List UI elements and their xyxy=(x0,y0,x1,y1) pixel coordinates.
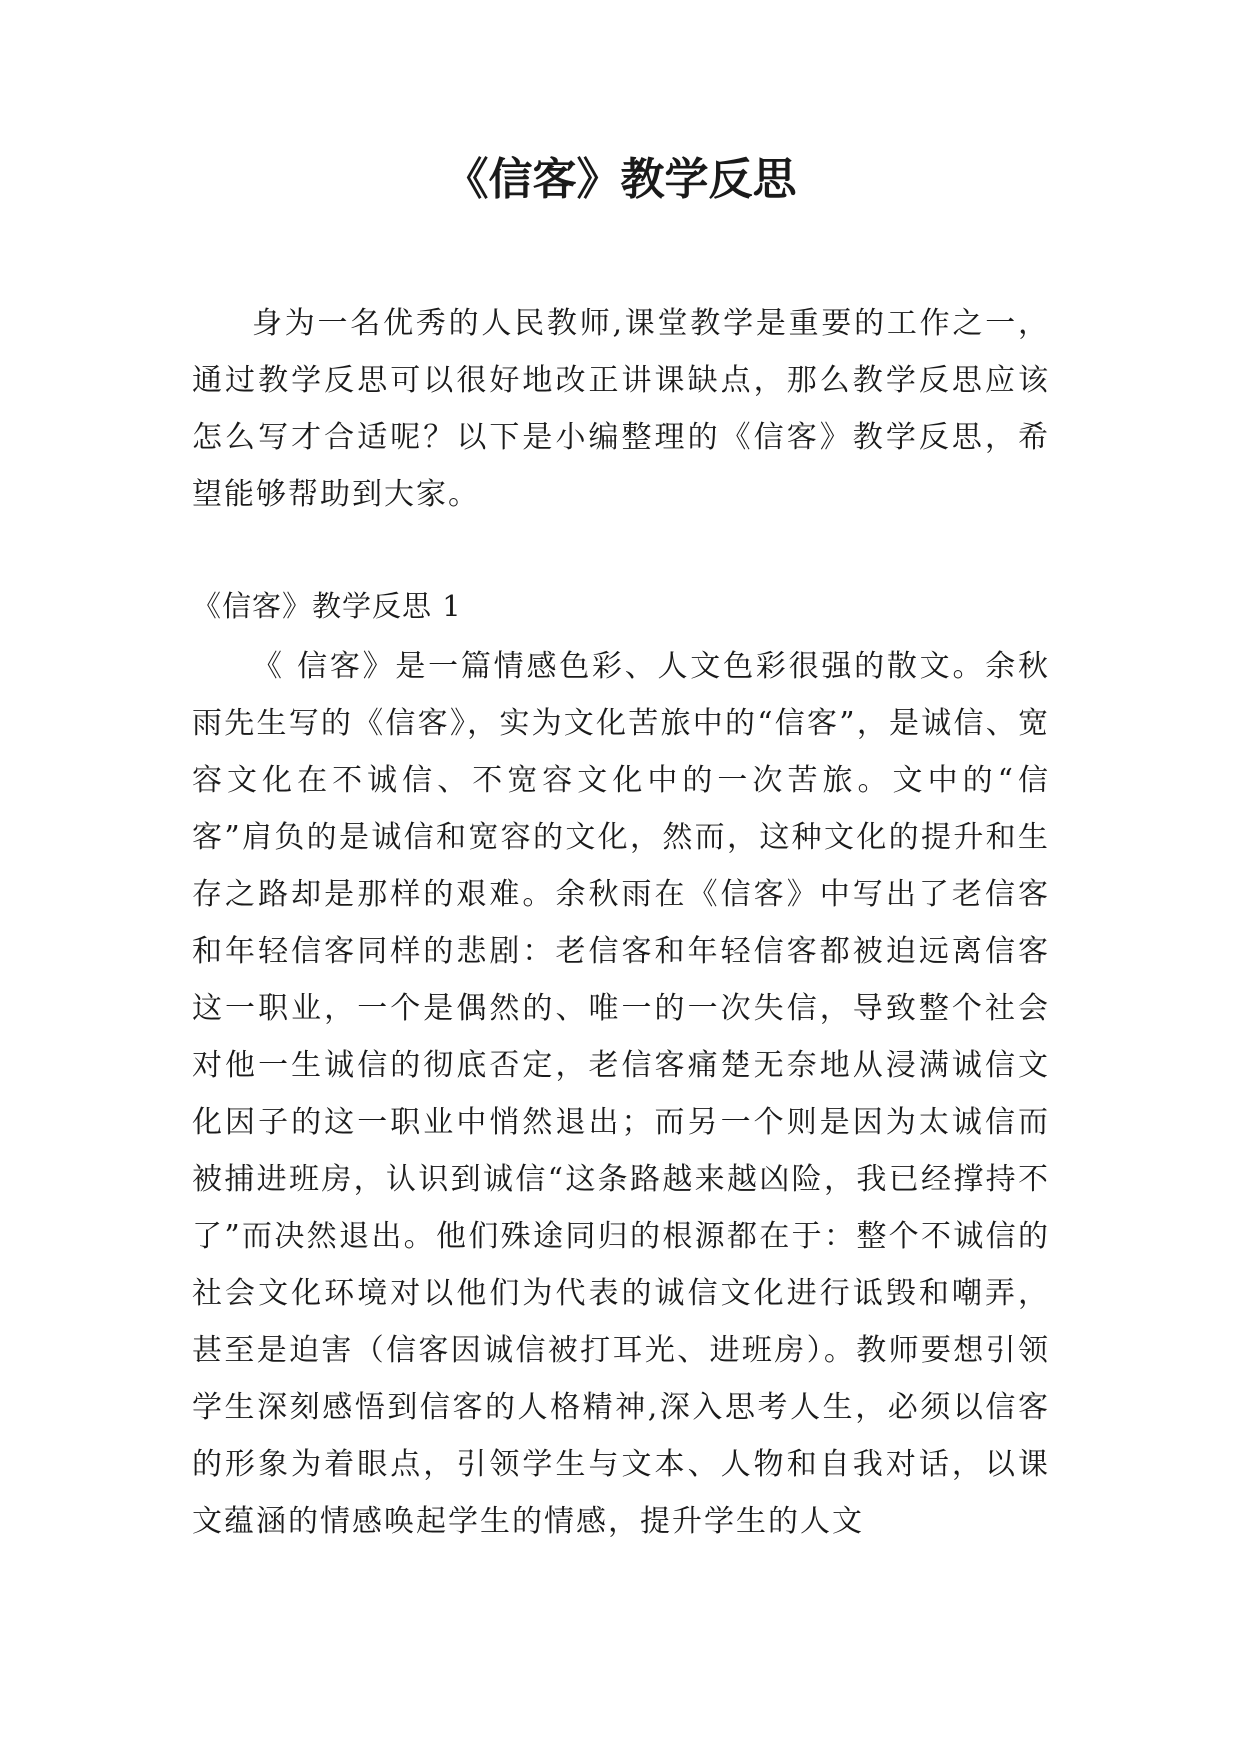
section-heading: 《信客》教学反思 1 xyxy=(192,589,462,623)
document-title: 《信客》教学反思 xyxy=(444,154,797,205)
intro-paragraph: 身为一名优秀的人民教师,课堂教学是重要的工作之一，通过教学反思可以很好地改正讲课缺点，那么教学反思应该怎么写才合适呢？以下是小编整理的《信客》教学反思，希望能够帮助到大家。 xyxy=(192,306,1050,512)
section-paragraph: 《 信客》是一篇情感色彩、人文色彩很强的散文。余秋雨先生写的《信客》，实为文化苦旅中的“信客”，是诚信、宽容文化在不诚信、不宽容文化中的一次苦旅。文中的“信客”肩负的是诚信和宽容的文化，然而，这种文化的提升和生存之路却是那样的艰难。余秋雨在《信客》中写出了老信客和年轻信客同样的悲剧：老信客和年轻信客都被迫远离信客这一职业，一个是偶然的、唯一的一次失信，导致整个社会对他一生诚信的彻底否定，老信客痛楚无奈地从浸满诚信文化因子的这一职业中悄然退出；而另一个则是因为太诚信而被捕进班房，认识到诚信“这条路越来越凶险，我已经撑持不了”而决然退出。他们殊途同归的根源都在于：整个不诚信的社会文化环境对以他们为代表的诚信文化进行诋毁和嘲弄，甚至是迫害（信客因诚信被打耳光、进班房）。教师要想引领学生深刻感悟到信客的人格精神,深入思考人生，必须以信客的形象为着眼点，引领学生与文本、人物和自我对话，以课文蕴涵的情感唤起学生的情感，提升学生的人文 xyxy=(192,649,1050,1539)
